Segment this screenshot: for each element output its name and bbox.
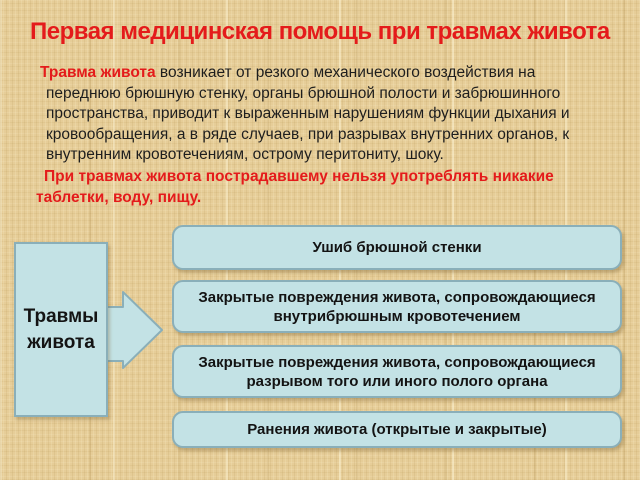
diagram-item-label: Ушиб брюшной стенки <box>312 239 482 256</box>
lead-term: Травма живота <box>40 64 156 81</box>
intro-text: возникает от резкого механического воздействия на переднюю брюшную стенку, органы брюшной полости и забрюшинного пространства, приводит к выраженным нарушениям функции дыхания и кровообращения, а в ряде случаев, при разрывах внутренних органов, к внутренним кровотечениям, острому перитониту, шоку. <box>46 64 570 163</box>
diagram-item-label: Ранения живота (открытые и закрытые) <box>247 421 547 438</box>
source-box <box>14 242 108 417</box>
diagram-item-box <box>172 280 622 333</box>
slide-title: Первая медицинская помощь при травмах живота <box>30 18 610 45</box>
diagram-item-box <box>172 411 622 448</box>
source-box-label: Травмы живота <box>23 305 99 353</box>
intro-paragraph <box>40 63 598 166</box>
diagram-item-box <box>172 225 622 270</box>
diagram-item-label: Закрытые повреждения живота, сопровождающиеся разрывом того или иного полого органа <box>198 353 596 390</box>
diagram-item-label: Закрытые повреждения живота, сопровождающиеся внутрибрюшным кровотечением <box>198 288 596 325</box>
warning-text: При травмах живота пострадавшему нельзя употреблять никакие таблетки, воду, пищу. <box>36 168 554 206</box>
diagram-item-box <box>172 345 622 398</box>
